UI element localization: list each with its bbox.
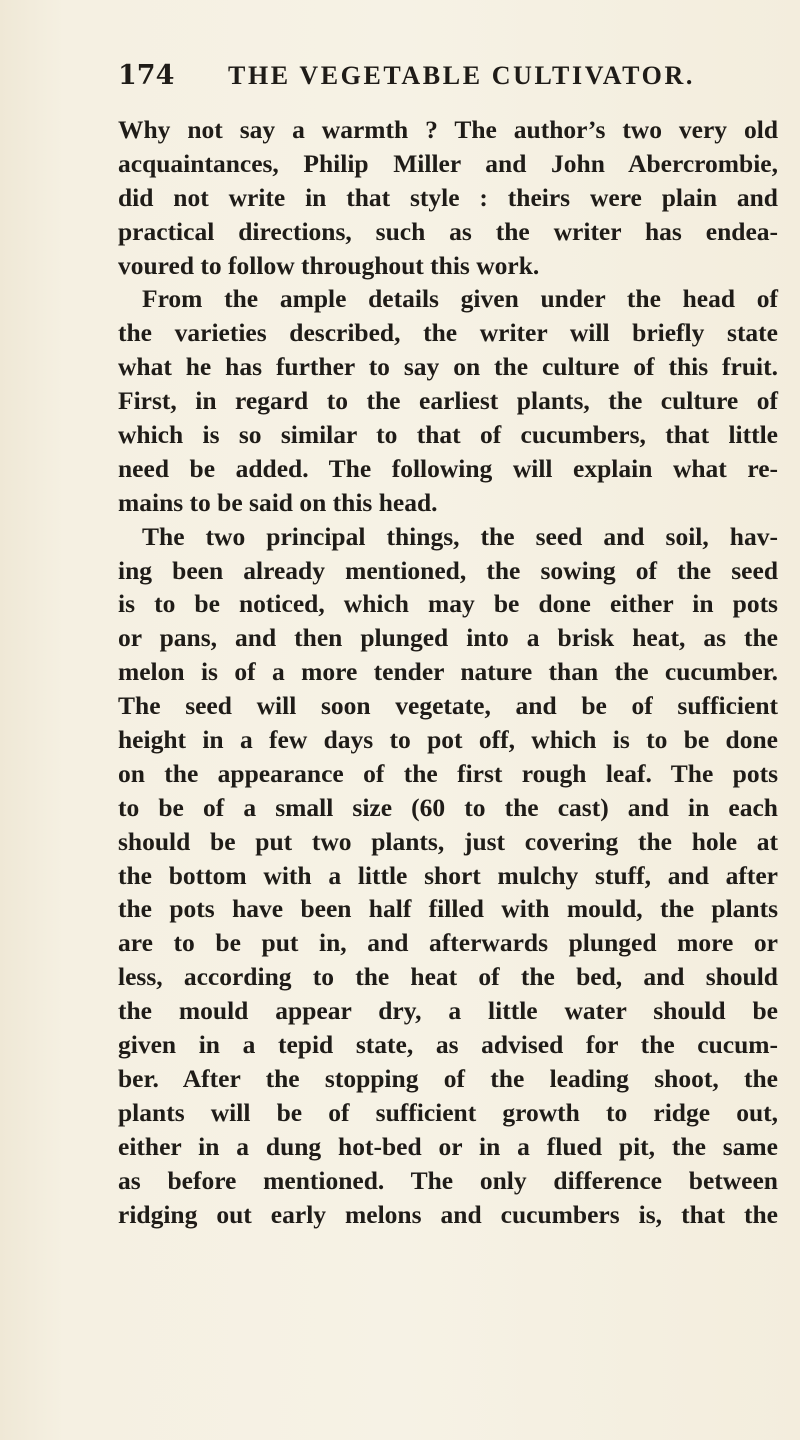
text-line: ing been already mentioned, the sowing of the seed [118, 555, 778, 585]
text-line: less, according to the heat of the bed, and should [118, 962, 778, 992]
text-line: the varieties described, the writer will briefly state [118, 318, 778, 348]
text-line: the pots have been half filled with mould, the plants [118, 894, 778, 924]
text-line: did not write in that style : theirs were plain and [118, 182, 778, 212]
text-line: voured to follow throughout this work. [118, 250, 540, 280]
text-line: to be of a small size (60 to the cast) and in each [118, 792, 778, 822]
text-line: or pans, and then plunged into a brisk heat, as the [118, 623, 778, 653]
text-line: The two principal things, the seed and soil, hav- [142, 521, 778, 551]
text-line: the bottom with a little short mulchy stuff, and after [118, 860, 778, 890]
text-line: either in a dung hot-bed or in a flued pit, the same [118, 1131, 778, 1161]
text-line: ridging out early melons and cucumbers is, that the [118, 1199, 778, 1229]
text-line: which is so similar to that of cucumbers, that little [118, 420, 778, 450]
body-text [118, 113, 778, 1231]
text-line: melon is of a more tender nature than the cucumber. [118, 657, 778, 687]
text-line: need be added. The following will explain what re- [118, 453, 778, 483]
running-head [118, 56, 758, 96]
text-line: Why not say a warmth ? The author’s two very old [118, 115, 778, 144]
text-line: height in a few days to pot off, which is to be done [118, 725, 778, 755]
text-line: From the ample details given under the head of [142, 284, 778, 314]
page-number: 174 [118, 60, 175, 91]
text-line: practical directions, such as the writer has endea- [118, 216, 778, 246]
text-line: First, in regard to the earliest plants, the culture of [118, 386, 778, 416]
text-line: the mould appear dry, a little water should be [118, 996, 778, 1026]
text-line: mains to be said on this head. [118, 487, 438, 517]
text-line: plants will be of sufficient growth to ridge out, [118, 1097, 778, 1127]
text-line: ber. After the stopping of the leading shoot, the [118, 1063, 778, 1093]
text-line: on the appearance of the first rough leaf. The pots [118, 758, 778, 788]
text-line: are to be put in, and afterwards plunged more or [118, 928, 778, 958]
text-line: given in a tepid state, as advised for the cucum- [118, 1030, 778, 1060]
text-line: acquaintances, Philip Miller and John Abercrombie, [118, 148, 778, 178]
text-line: The seed will soon vegetate, and be of sufficient [118, 691, 778, 721]
text-line: is to be noticed, which may be done either in pots [118, 589, 778, 619]
text-line: what he has further to say on the culture of this fruit. [118, 352, 778, 382]
running-title: THE VEGETABLE CULTIVATOR. [228, 61, 695, 90]
text-line: should be put two plants, just covering the hole at [118, 826, 778, 856]
text-line: as before mentioned. The only difference between [118, 1165, 778, 1195]
